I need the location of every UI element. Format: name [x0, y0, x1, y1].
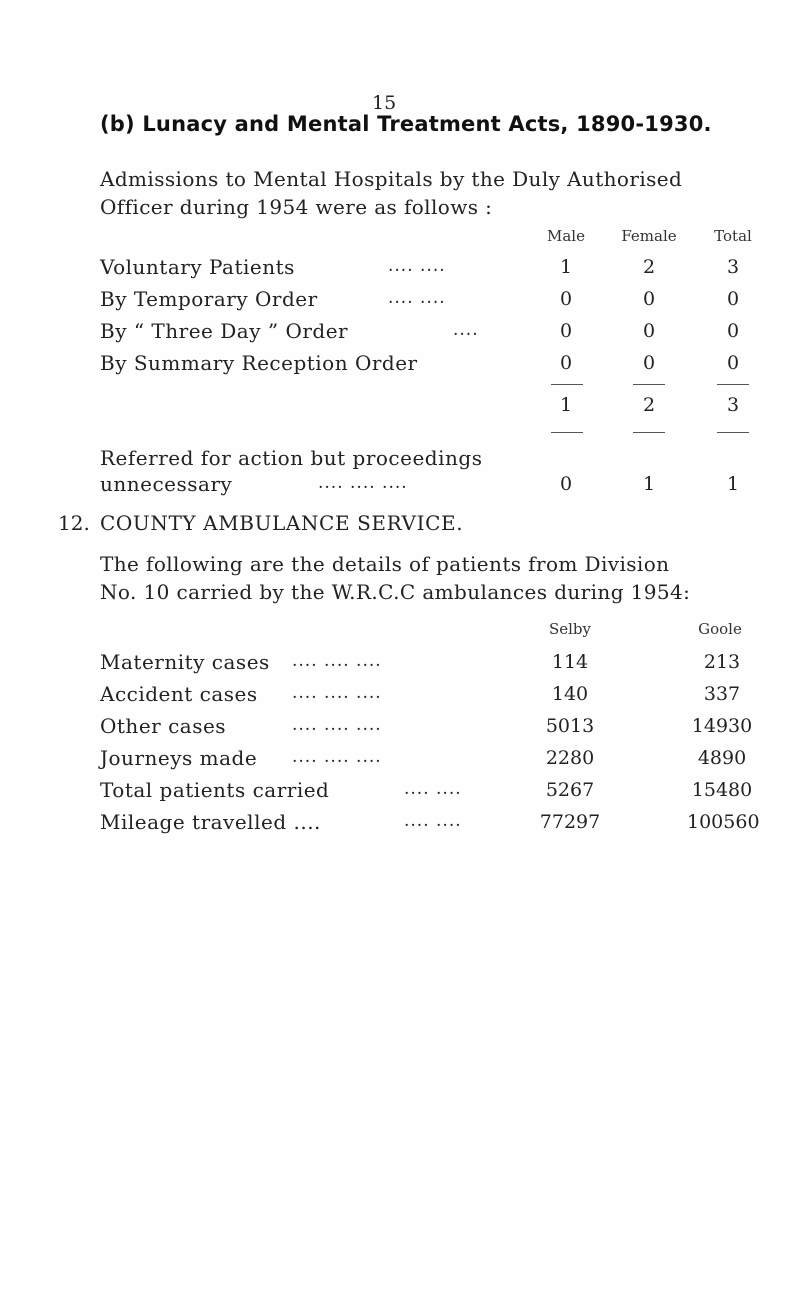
ambulance-row-label: Accident cases [100, 682, 258, 706]
cell-goole: 100560 [687, 811, 760, 833]
page-number: 15 [372, 92, 397, 114]
row-label-voluntary: Voluntary Patients [100, 255, 295, 279]
ambulance-intro-line-1: The following are the details of patients from Division [100, 552, 670, 576]
cell-female: 0 [642, 288, 656, 310]
column-header-total: Total [714, 227, 752, 245]
cell-male: 1 [559, 256, 573, 278]
leader-dots: .... .... [404, 779, 462, 799]
column-header-selby: Selby [548, 620, 592, 638]
rule-line [633, 432, 665, 433]
total-male: 1 [559, 394, 573, 416]
leader-dots: .... .... .... [292, 747, 382, 767]
total-female: 2 [642, 394, 656, 416]
rule-line [717, 384, 749, 385]
cell-goole: 14930 [691, 715, 753, 737]
rule-line [551, 432, 583, 433]
rule-line [717, 432, 749, 433]
cell-selby: 5267 [545, 779, 595, 801]
cell-selby: 77297 [539, 811, 601, 833]
ambulance-row-label: Journeys made [100, 746, 258, 770]
cell-goole: 4890 [697, 747, 747, 769]
ambulance-row-label: Other cases [100, 714, 227, 738]
row-label-summary-reception: By Summary Reception Order [100, 351, 418, 375]
row-label-temporary: By Temporary Order [100, 287, 318, 311]
column-header-male: Male [547, 227, 585, 245]
cell-female: 2 [642, 256, 656, 278]
cell-male: 0 [559, 320, 573, 342]
leader-dots: .... .... .... [292, 715, 382, 735]
row-label-three-day: By “ Three Day ” Order [100, 319, 349, 343]
leader-dots: .... .... .... [292, 683, 382, 703]
cell-selby: 140 [551, 683, 589, 705]
column-header-female: Female [621, 227, 677, 245]
ambulance-intro-line-2: No. 10 carried by the W.R.C.C ambulances during 1954: [100, 580, 691, 604]
referred-total: 1 [726, 473, 740, 495]
leader-dots: .... .... [388, 288, 446, 308]
ambulance-row-label: Mileage travelled .... [100, 810, 321, 834]
cell-total: 0 [726, 288, 740, 310]
cell-female: 0 [642, 320, 656, 342]
intro-line-1: Admissions to Mental Hospitals by the Duly Authorised [100, 167, 683, 191]
intro-line-2: Officer during 1954 were as follows : [100, 195, 493, 219]
section-heading: (b) Lunacy and Mental Treatment Acts, 1890-1930. [100, 112, 712, 136]
referred-male: 0 [559, 473, 573, 495]
ambulance-row-label: Total patients carried [100, 778, 330, 802]
cell-selby: 5013 [545, 715, 595, 737]
leader-dots: .... .... .... [318, 473, 408, 493]
column-header-goole: Goole [698, 620, 742, 638]
rule-line [633, 384, 665, 385]
cell-total: 0 [726, 320, 740, 342]
cell-selby: 2280 [545, 747, 595, 769]
cell-goole: 15480 [691, 779, 753, 801]
total-total: 3 [726, 394, 740, 416]
ambulance-row-label: Maternity cases [100, 650, 270, 674]
cell-goole: 337 [703, 683, 741, 705]
cell-total: 3 [726, 256, 740, 278]
leader-dots: .... .... [404, 811, 462, 831]
cell-selby: 114 [551, 651, 589, 673]
cell-male: 0 [559, 352, 573, 374]
referred-label-line-1: Referred for action but proceedings [100, 446, 483, 470]
leader-dots: .... .... .... [292, 651, 382, 671]
cell-female: 0 [642, 352, 656, 374]
cell-male: 0 [559, 288, 573, 310]
leader-dots: .... .... [388, 256, 446, 276]
referred-label-line-2: unnecessary [100, 472, 233, 496]
cell-goole: 213 [703, 651, 741, 673]
referred-female: 1 [642, 473, 656, 495]
section-number: 12. [58, 511, 90, 535]
rule-line [551, 384, 583, 385]
section-title: COUNTY AMBULANCE SERVICE. [100, 511, 464, 535]
cell-total: 0 [726, 352, 740, 374]
leader-dots: .... [453, 320, 479, 340]
